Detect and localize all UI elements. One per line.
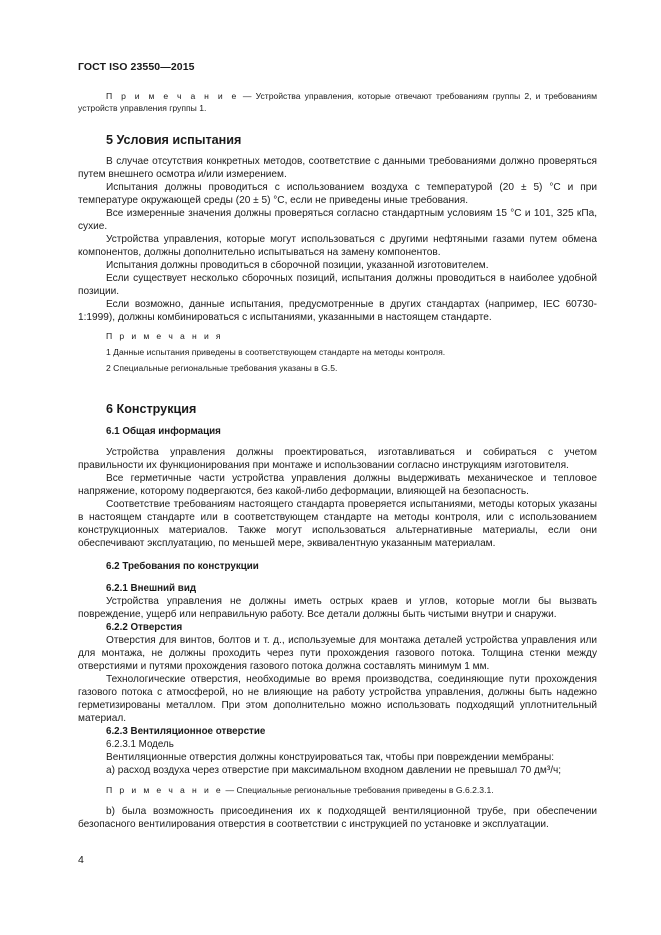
section-6-2-3-title: 6.2.3 Вентиляционное отверстие	[106, 725, 266, 737]
s622-paragraph: Отверстия для винтов, болтов и т. д., используемые для монтажа деталей устройства управления или для монтажа, не должны проходить через пути прохождения газового потока. Толщина стенки между отверстиями и путями прохождения газового потока должна составлять минимум 1 мм.	[78, 634, 597, 672]
s621-paragraph: Устройства управления не должны иметь острых краев и углов, которые могли бы вызвать повреждение, ущерб или неправильную работу. Все детали должны быть чистыми внутри и снаружи.	[78, 595, 597, 620]
s61-paragraph: Устройства управления должны проектироваться, изготавливаться и собираться с учетом правильности их функционирования при монтаже и использовании согласно инструкциям изготовителя.	[78, 446, 597, 471]
s5-paragraph: Испытания должны проводиться с использованием воздуха с температурой (20 ± 5) °С и при температуре окружающей среды (20 ± 5) °С, если не приведены иные требования.	[78, 182, 597, 206]
section-6-2-title: 6.2 Требования по конструкции	[106, 560, 259, 572]
standard-header: ГОСТ ISO 23550—2015	[78, 61, 195, 73]
s6231-note	[78, 785, 597, 797]
s5-note-item: 1 Данные испытания приведены в соответствующем стандарте на методы контроля.	[106, 346, 446, 357]
section-6-title: 6 Конструкция	[106, 401, 197, 416]
list-item-b: b) была возможность присоединения их к подходящей вентиляционной трубе, при обеспечении безопасного вентилирования отверстия в соответствии с инструкцией по установке и эксплуатации.	[78, 806, 597, 830]
s5-paragraph: Устройства управления, которые могут использоваться с другими нефтяными газами путем обмена компонентов, должны дополнительно испытываться на замену компонентов.	[78, 234, 597, 258]
note-label: П р и м е ч а н и е	[106, 91, 239, 101]
s5-paragraph: Все измеренные значения должны проверяться согласно стандартным условиям 15 °С и 101, 325 кПа, сухие.	[78, 208, 597, 232]
note-label: П р и м е ч а н и е	[106, 784, 224, 795]
section-6-2-2-title: 6.2.2 Отверстия	[106, 621, 183, 633]
s5-paragraph: Если существует несколько сборочных позиций, испытания должны проводиться в наиболее удобной позиции.	[78, 273, 597, 297]
section-5-title: 5 Условия испытания	[106, 133, 242, 147]
s5-note-item: 2 Специальные региональные требования указаны в G.5.	[106, 363, 338, 373]
section-6-2-3-1-title: 6.2.3.1 Модель	[106, 738, 174, 750]
section-6-2-1-title: 6.2.1 Внешний вид	[106, 582, 197, 594]
s6231-paragraph: Вентиляционные отверстия должны конструироваться так, чтобы при повреждении мембраны:	[106, 751, 555, 763]
s622-paragraph: Технологические отверстия, необходимые во время производства, соединяющие пути прохождения газового потока с атмосферой, но не влияющие на работу устройства управления, должны быть надежно герметизированы металлом. При этом дополнительно можно использовать подходящий уплотнительный материал.	[78, 673, 597, 724]
note-text: — Специальные региональные требования приведены в G.6.2.3.1.	[223, 784, 494, 795]
note-text: — Устройства управления, которые отвечают требованиям группы 2, и требованиям устройств управления группы 1.	[78, 91, 597, 113]
list-item-a: а) расход воздуха через отверстие при максимальном входном давлении не превышал 70 дм³/ч;	[106, 764, 562, 776]
s5-notes-label: П р и м е ч а н и я	[106, 331, 223, 341]
page-content	[78, 91, 597, 831]
s5-paragraph: В случае отсутствия конкретных методов, соответствие с данными требованиями должно проверяться путем внешнего осмотра и/или измерением.	[78, 156, 597, 180]
section-6-1-title: 6.1 Общая информация	[106, 425, 221, 437]
s5-paragraph: Если возможно, данные испытания, предусмотренные в других стандартах (например, IEC 60730-1:1999), должны комбинироваться с испытаниями, указанными в настоящем стандарте.	[78, 299, 597, 323]
s5-paragraph: Испытания должны проводиться в сборочной позиции, указанной изготовителем.	[106, 260, 489, 271]
s61-paragraph: Соответствие требованиям настоящего стандарта проверяется испытаниями, методы которых указаны в настоящем стандарте или в соответствующем стандарте на методы контроля, или с использованием конструкционных материалов. Также могут использоваться альтернативные материалы, если они обеспечивают эксплуатацию, по меньшей мере, эквивалентную указанным материалам.	[78, 498, 597, 549]
s61-paragraph: Все герметичные части устройства управления должны выдерживать механическое и тепловое напряжение, которому подвергаются, без какой-либо деформации, влияющей на безопасность.	[78, 472, 597, 497]
page-number: 4	[78, 854, 84, 866]
note-top	[78, 91, 597, 114]
